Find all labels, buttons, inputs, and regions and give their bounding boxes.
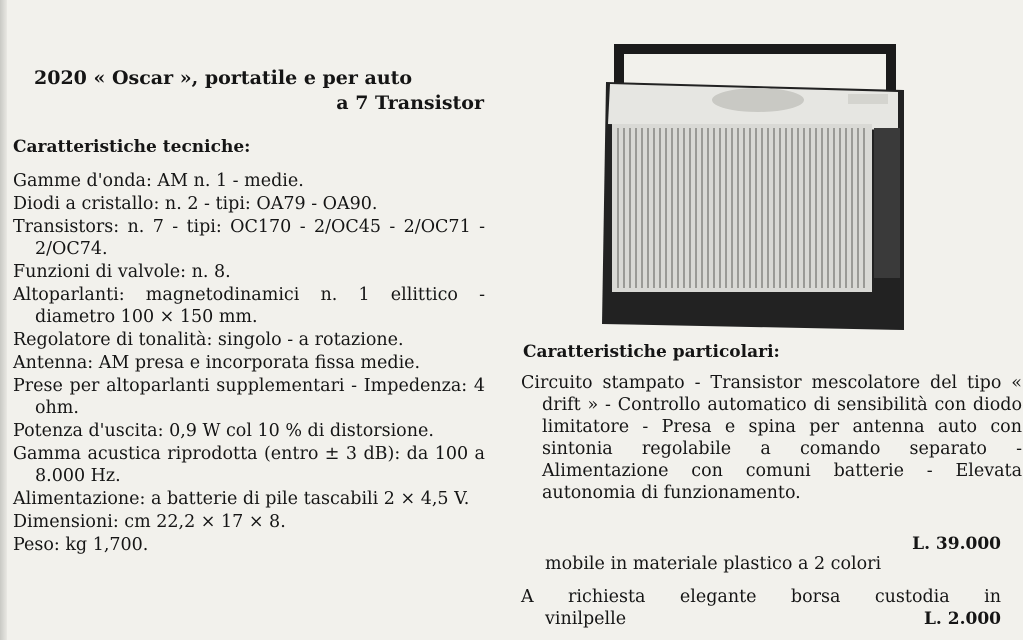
- product-title-line2: a 7 Transistor: [336, 92, 484, 114]
- accessory-note-line2: vinilpelle: [545, 609, 627, 629]
- spec-item: Gamme d'onda: AM n. 1 - medie.: [13, 171, 304, 191]
- spec-item: Peso: kg 1,700.: [13, 535, 149, 555]
- radio-price: L. 39.000: [912, 534, 1001, 554]
- technical-heading: Caratteristiche tecniche:: [13, 137, 251, 157]
- page-edge-shadow: [0, 0, 7, 640]
- spec-item: Funzioni di valvole: n. 8.: [13, 262, 231, 282]
- particular-description: Circuito stampato - Transistor mescolatore del tipo « drift » - Controllo automatico di sensibilità con diodo limitatore - Presa e spina per antenna auto con sintonia regolabile a comando separato - Alimentazione con comuni batterie - Elevata autonomia di funzionamento.: [521, 373, 1022, 503]
- radio-grille: [612, 124, 872, 292]
- spec-item: Transistors: n. 7 - tipi: OC170 - 2/OC45 - 2/OC71 - 2/OC74.: [13, 217, 485, 259]
- spec-item: Gamma acustica riprodotta (entro ± 3 dB): da 100 a 8.000 Hz.: [13, 444, 485, 486]
- product-title-line1: 2020 « Oscar », portatile e per auto: [34, 67, 413, 89]
- product-title: [34, 66, 484, 116]
- spec-item: Dimensioni: cm 22,2 × 17 × 8.: [13, 512, 286, 532]
- radio-handle: [614, 44, 896, 54]
- particular-heading: Caratteristiche particolari:: [523, 342, 780, 362]
- radio-photo: [598, 38, 910, 330]
- spec-item: Diodi a cristallo: n. 2 - tipi: OA79 - OA90.: [13, 194, 378, 214]
- spec-item: Altoparlanti: magnetodinamici n. 1 ellittico - diametro 100 × 150 mm.: [13, 285, 485, 327]
- accessory-price: L. 2.000: [923, 609, 1001, 629]
- accessory-note-line1: A richiesta elegante borsa custodia in: [521, 587, 1001, 607]
- spec-item: Antenna: AM presa e incorporata fissa medie.: [13, 353, 421, 373]
- spec-item: Potenza d'uscita: 0,9 W col 10 % di distorsione.: [13, 421, 434, 441]
- technical-spec-list: [13, 170, 485, 557]
- spec-item: Regolatore di tonalità: singolo - a rotazione.: [13, 330, 404, 350]
- spec-item: Alimentazione: a batterie di pile tascabili 2 × 4,5 V.: [13, 489, 470, 509]
- cabinet-note: mobile in materiale plastico a 2 colori: [545, 554, 882, 574]
- spec-item: Prese per altoparlanti supplementari - Impedenza: 4 ohm.: [13, 376, 485, 418]
